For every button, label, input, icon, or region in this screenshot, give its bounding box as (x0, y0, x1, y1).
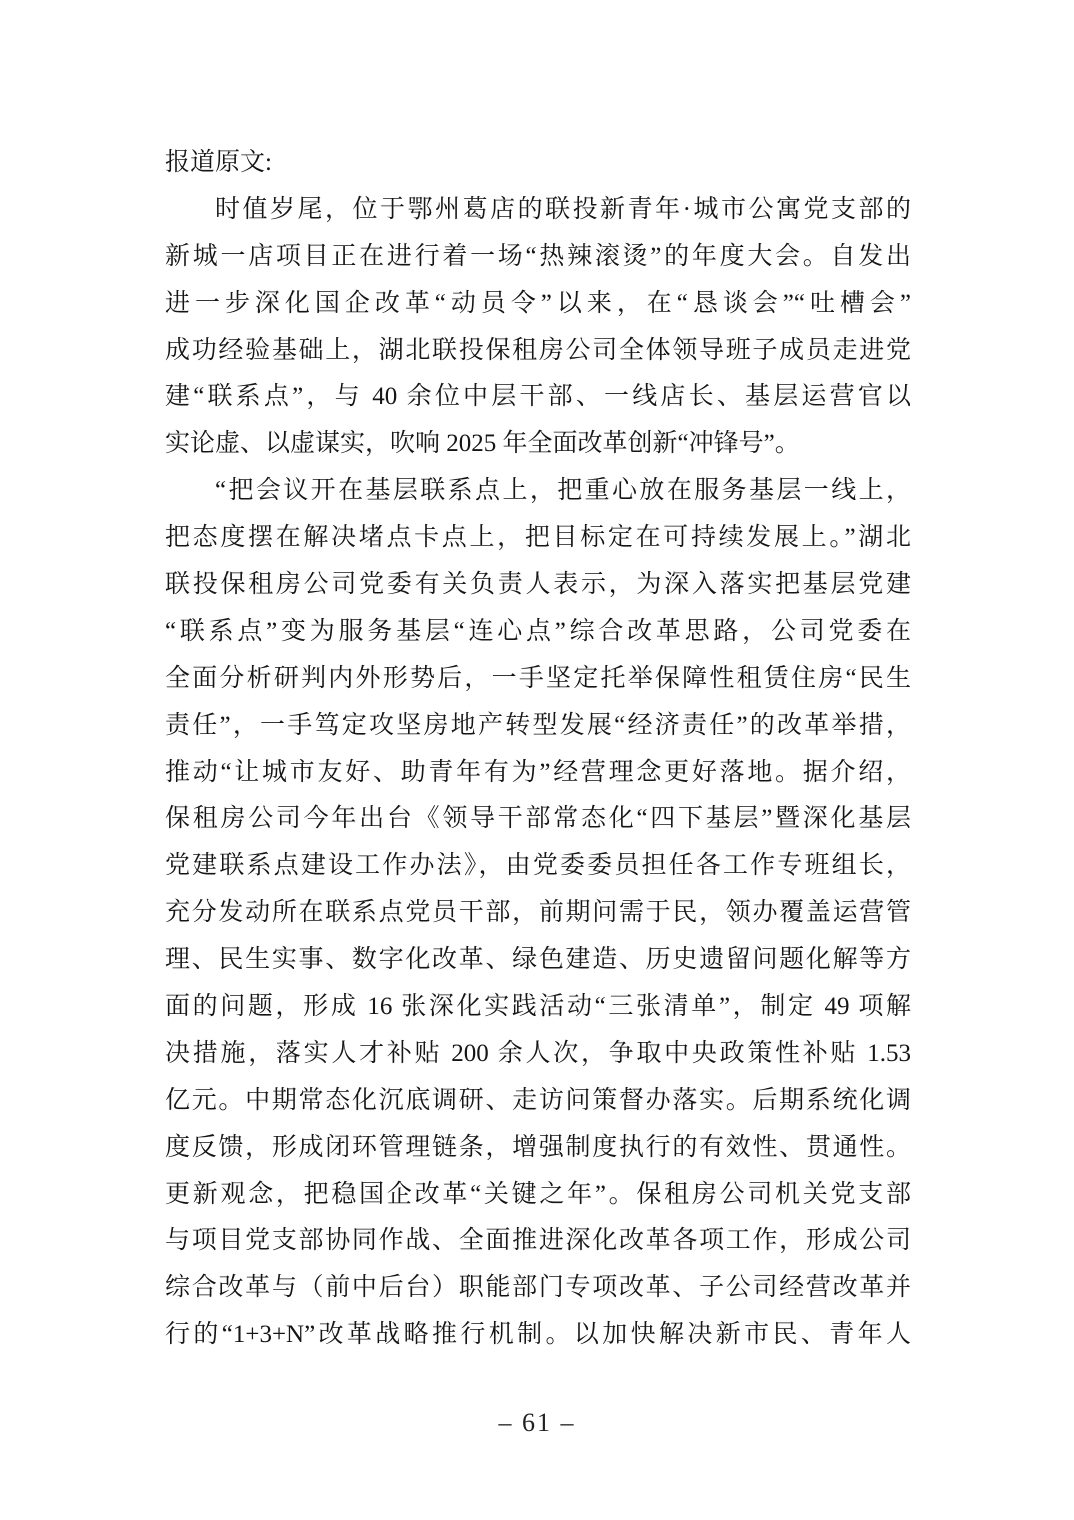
paragraph-1-line-3: 进一步深化国企改革“动员令”以来，在“恳谈会”“吐槽会” (165, 289, 911, 317)
paragraph-2-line-19: 行的“1+3+N”改革战略推行机制。以加快解决新市民、青年人 (165, 1321, 911, 1349)
paragraph-2-line-3: 联投保租房公司党委有关负责人表示，为深入落实把基层党建 (165, 571, 911, 599)
paragraph-2-line-11: 理、民生实事、数字化改革、绿色建造、历史遗留问题化解等方 (165, 946, 911, 974)
paragraph-2-line-18: 综合改革与（前中后台）职能部门专项改革、子公司经营改革并 (165, 1274, 911, 1302)
paragraph-2-line-13: 决措施，落实人才补贴 200 余人次，争取中央政策性补贴 1.53 (165, 1039, 911, 1067)
paragraph-1-line-6: 实论虚、以虚谋实，吹响 2025 年全面改革创新“冲锋号”。 (165, 430, 800, 458)
paragraph-2-line-12: 面的问题，形成 16 张深化实践活动“三张清单”，制定 49 项解 (165, 993, 911, 1021)
article-heading: 报道原文: (165, 149, 272, 176)
paragraph-2-line-1: “把会议开在基层联系点上，把重心放在服务基层一线上， (215, 477, 911, 505)
paragraph-2-line-14: 亿元。中期常态化沉底调研、走访问策督办落实。后期系统化调 (165, 1086, 911, 1114)
paragraph-2-line-5: 全面分析研判内外形势后，一手坚定托举保障性租赁住房“民生 (165, 664, 911, 692)
paragraph-2-line-10: 充分发动所在联系点党员干部，前期问需于民，领办覆盖运营管 (165, 899, 911, 927)
paragraph-1-line-4: 成功经验基础上，湖北联投保租房公司全体领导班子成员走进党 (165, 336, 911, 364)
article-body (165, 140, 911, 1359)
paragraph-2-line-16: 更新观念，把稳国企改革“关键之年”。保租房公司机关党支部 (165, 1180, 911, 1208)
paragraph-2-line-4: “联系点”变为服务基层“连心点”综合改革思路，公司党委在 (165, 617, 911, 645)
paragraph-2-line-9: 党建联系点建设工作办法》，由党委委员担任各工作专班组长， (165, 852, 911, 880)
paragraph-2-line-17: 与项目党支部协同作战、全面推进深化改革各项工作，形成公司 (165, 1227, 911, 1255)
paragraph-2-line-2: 把态度摆在解决堵点卡点上，把目标定在可持续发展上。”湖北 (165, 524, 911, 552)
paragraph-2-line-8: 保租房公司今年出台《领导干部常态化“四下基层”暨深化基层 (165, 805, 911, 833)
paragraph-1-line-2: 新城一店项目正在进行着一场“热辣滚烫”的年度大会。自发出 (165, 242, 911, 270)
paragraph-2-line-7: 推动“让城市友好、助青年有为”经营理念更好落地。据介绍， (165, 758, 911, 786)
page-number: – 61 – (498, 1408, 576, 1437)
paragraph-1-line-1: 时值岁尾，位于鄂州葛店的联投新青年·城市公寓党支部的 (215, 195, 911, 223)
paragraph-1-line-5: 建“联系点”，与 40 余位中层干部、一线店长、基层运营官以 (165, 383, 911, 411)
paragraph-2-line-15: 度反馈，形成闭环管理链条，增强制度执行的有效性、贯通性。 (165, 1133, 911, 1161)
paragraph-2-line-6: 责任”，一手笃定攻坚房地产转型发展“经济责任”的改革举措， (165, 711, 911, 739)
